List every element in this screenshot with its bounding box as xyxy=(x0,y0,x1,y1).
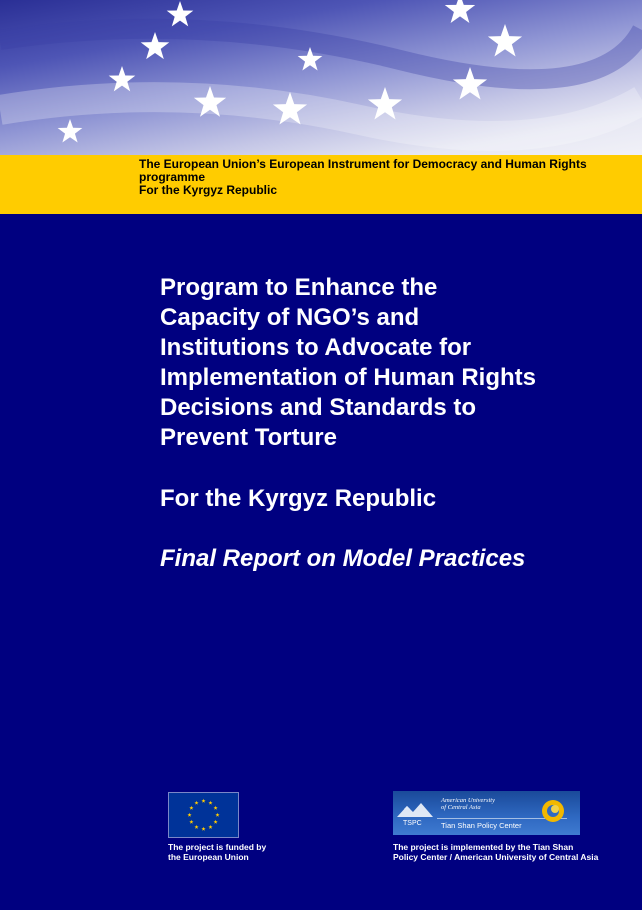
programme-line-1: The European Union’s European Instrument for Democracy and Human Rights xyxy=(139,157,587,171)
document-title: Program to Enhance the Capacity of NGO’s and Institutions to Advocate for Implementation of Human Rights Decisions and Standards to Prevent Torture xyxy=(160,274,537,451)
programme-line-3: For the Kyrgyz Republic xyxy=(139,183,278,197)
programme-text xyxy=(139,158,634,197)
funding-caption: The project is funded by the European Union xyxy=(168,842,267,862)
tspc-logo xyxy=(393,791,580,835)
eu-flag-banner xyxy=(0,0,642,155)
implementation-caption: The project is implemented by the Tian Shan Policy Center / American University of Central Asia xyxy=(393,842,599,862)
programme-band xyxy=(0,155,642,214)
tspc-name-text: Tian Shan Policy Center xyxy=(441,821,522,830)
eu-flag-icon xyxy=(168,792,239,838)
programme-line-2: programme xyxy=(139,170,206,184)
tspc-university-text: American University of Central Asia xyxy=(441,797,495,811)
report-title: Final Report on Model Practices xyxy=(160,545,526,572)
star-banner-icon xyxy=(0,0,642,155)
tspc-abbr-text: TSPC xyxy=(403,820,422,827)
document-subtitle: For the Kyrgyz Republic xyxy=(160,485,437,512)
